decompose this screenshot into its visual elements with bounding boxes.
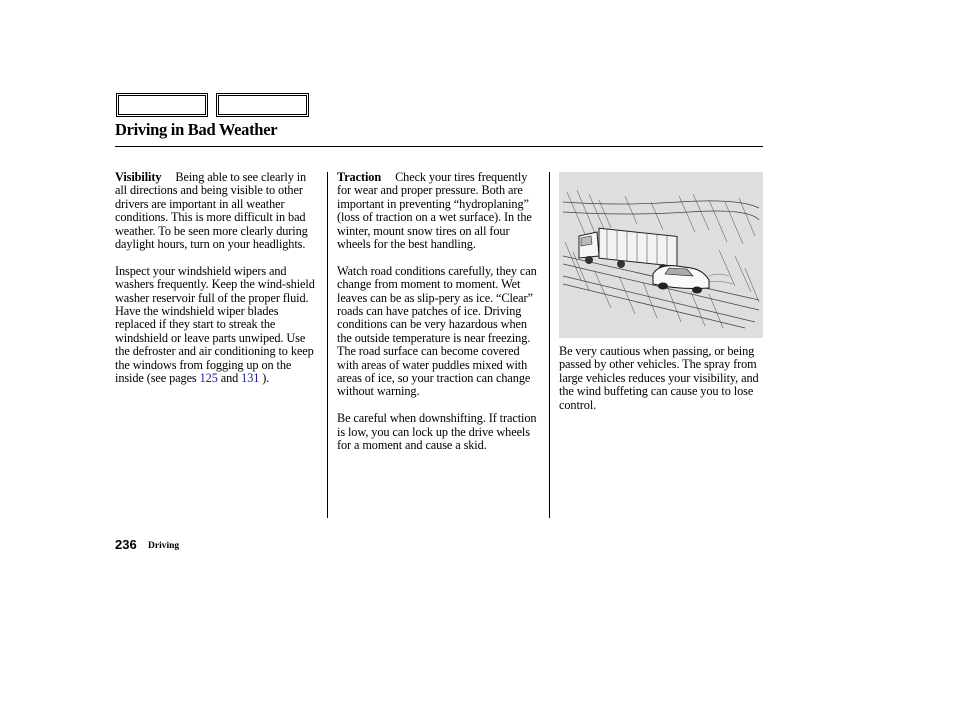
page-link-125[interactable]: 125 — [199, 371, 218, 386]
car-drawing — [653, 266, 733, 294]
traction-paragraph — [337, 171, 543, 251]
column-divider-2 — [549, 172, 550, 518]
previous-page-button[interactable] — [116, 93, 208, 117]
column-divider-1 — [327, 172, 328, 518]
page-number: 236 — [115, 537, 137, 552]
wipers-paragraph — [115, 265, 320, 386]
next-page-button[interactable] — [216, 93, 309, 117]
title-divider — [115, 146, 763, 147]
visibility-text: Being able to see clearly in all directions and being visible to other drivers are important in all weather conditions. This is more difficult in bad weather. To be seen more clearly during daylight hours, turn on your headlights. — [115, 170, 308, 252]
traction-heading: Traction — [337, 170, 382, 184]
rain-scene-drawing — [559, 172, 763, 338]
truck-passing-car-in-rain-illustration — [559, 172, 763, 338]
page-title: Driving in Bad Weather — [115, 120, 278, 139]
wipers-text-and: and — [217, 371, 242, 386]
illustration-caption: Be very cautious when passing, or being passed by other vehicles. The spray from large vehicles reduces your visibility, and the wind buffeting can cause you to lose control. — [559, 344, 759, 412]
wipers-text: Inspect your windshield wipers and washers frequently. Keep the wind-shield washer reservoir full of the proper fluid. Have the windshield wiper blades replaced if they start to streak the windshield or leave parts unwiped. Use the defroster and air conditioning to keep the windows from fogging up on the inside (see pages — [115, 263, 315, 386]
road-conditions-paragraph: Watch road conditions carefully, they can change from moment to moment. Wet leaves can be as slip-pery as ice. “Clear” roads can have patches of ice. Driving conditions can be very hazardous when the outside temperature is near freezing. The road surface can become covered with areas of water puddles mixed with areas of ice, so your traction can change without warning. — [337, 263, 537, 399]
downshifting-paragraph: Be careful when downshifting. If traction is low, you can lock up the drive wheels for a moment and cause a skid. — [337, 411, 537, 453]
visibility-paragraph — [115, 171, 320, 251]
traction-text: Check your tires frequently for wear and proper pressure. Both are important in preventing “hydroplaning” (loss of traction on a wet surface). In the winter, mount snow tires on all four wheels for the best handling. — [337, 170, 532, 252]
truck-drawing — [579, 228, 677, 272]
column-visibility — [115, 171, 320, 399]
section-label: Driving — [148, 541, 180, 551]
page-link-131[interactable]: 131 — [241, 371, 260, 386]
column-illustration-caption — [559, 345, 765, 425]
visibility-heading: Visibility — [115, 170, 162, 184]
wipers-text-end: ). — [259, 371, 270, 386]
column-traction — [337, 171, 543, 466]
